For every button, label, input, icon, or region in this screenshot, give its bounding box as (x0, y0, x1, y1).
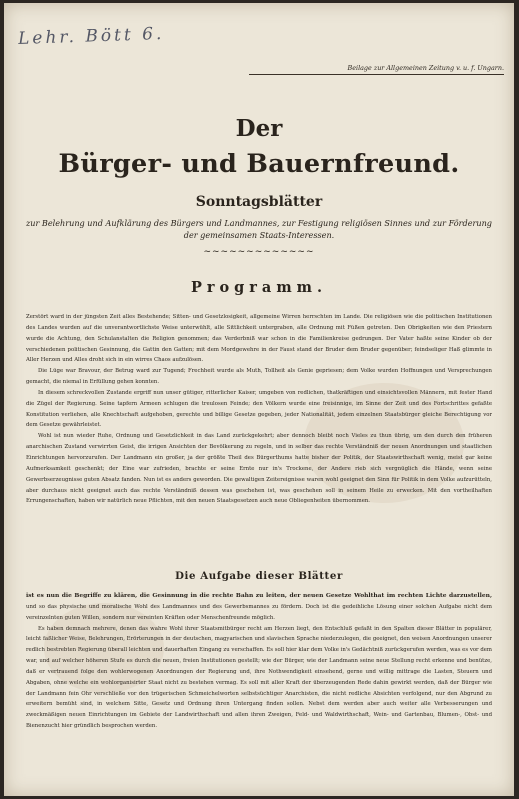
programm-body (26, 312, 492, 554)
supplement-line: Beilage zur Allgemeinen Zeitung v. u. f. Ungarn. (249, 64, 504, 75)
paragraph: Zerstört ward in der jüngsten Zeit alles Bestehende; Sitten- und Gesetzlosigkeit, allgemeine Wirren herrschten im Lande. Die religiösen wie die politischen Institutionen des Landes wurden auf die unverantwortlichste Weise unterwühlt, alle Sittlichkeit untergraben, alle Ordnung mit Füßen getreten. Den Obrigkeiten wie den Priestern wurde die Achtung, den Schulanstalten die Religion genommen; das Verderbniß war schon in die Familienkreise gedrungen. Der Vater haßte seine Kinder ob der verschiedenen politischen Gesinnung, die Gattin den Gatten; mit dem Mordgewehre in der Faust stand der Bruder dem Bruder gegenüber; feindseliger Haß glimmte in Aller Herzen und Alles droht sich in ein wirres Chaos aufzulösen. (26, 314, 492, 364)
aufgabe-lead: ist es nun die Begriffe zu klären, die Gesinnung in die rechte Bahn zu leiten, der neuen Gesetze Wohlthat im rechten Lichte darzustellen, (26, 592, 492, 599)
paragraph: Es haben demnach mehrere, denen das wahre Wohl ihrer Staatsmitbürger recht am Herzen liegt, den Entschluß gefaßt in den Spalten dieser Blätter in populärer, leicht faßlicher Weise, Belehrungen, Erörterungen in der deutschen, magyarischen und slavischen Sprache niederzulegen, die geeignet, den weisen Anordnungen unserer redlich bestrebten Regierung überall leichten und dauerhaften Eingang zu verschaffen. Es soll hier klar dem Volke in's Gedächtniß zurückgerufen werden, was es vor dem war, und auf welcher höheren Stufe es durch die neuen, freien Institutionen gestellt; wie der Bürger, wie der Landmann seine neue Stellung recht erkenne und benütze, daß er vertrauend folge den wohlerwogenen Anordnungen der Regierung und, ihre Nothwendigkeit einsehend, gerne und willig mittrage die Lasten, Steuern und Abgaben, ohne welche ein wohlorganisirter Staat nicht zu bestehen vermag. Es soll mit aller Kraft der überzeugenden Rede dahin gewirkt werden, daß der Bürger wie der Landmann fein Ohr verschließe vor den trügerischen Schmeichelworten selbstsüchtiger Anarchisten, die nicht redliche Absichten verfolgend, nur den Abgrund zu erweitern bemüht sind, in welchem Sitte, Gesetz und Ordnung ihren Untergang finden sollen. Nebst dem werden aber auch weiter alle Verbesserungen und zweckmäßigen neuen Einrichtungen im Gebiete der Landwirthschaft und allen ihren Zweigen, Feld- und Waldwirthschaft, Wein- und Gartenbau, Blumen-, Obst- und Bienenzucht hier gründlich besprochen werden. (26, 625, 492, 730)
title-article: Der (235, 115, 283, 142)
handwritten-note: Lehr. Bött 6. (17, 23, 165, 50)
section-heading-programm: Programm. (190, 279, 328, 296)
section-heading-aufgabe: Die Aufgabe dieser Blätter (175, 570, 343, 582)
paragraph: und so das physische und moralische Wohl des Landmannes und des Gewerbsmannes zu fördern. Doch ist die gedeihliche Lösung einer solchen Aufgabe nicht dem vereinzelnten guten Willen, sondern nur vereinten Kräften oder Menschenfreunde möglich. (26, 603, 492, 621)
paragraph: Wohl ist nun wieder Ruhe, Ordnung und Gesetzlichkeit in das Land zurückgekehrt; aber dennoch bleibt noch Vieles zu thun übrig, um den durch den früheren anarchischen Zustand verwirrten Geist, die irrigen Ansichten der Bevölkerung zu regeln, und in selber das rechte Verständniß der neuen Anordnungen und staatlichen Einrichtungen hervorzurufen. Der Landmann ein großer, ja der größte Theil des Bürgerthums hatte bisher der Politik, der Staatswirthschaft wenig, meist gar keine Aufmerksamkeit geschenkt; der Eine war zufrieden, brachte er seine Ernte nur in's Trockene, der Andere rieb sich vergnüglich die Hände, wenn seine Gewerbserzeugnisse guten Absatz fanden. Nun ist es anders geworden. Die gewaltigen Zeitereignisse waren wohl geeignet den Sinn für Politik in dem Volke aufzurütteln, aber durchaus nicht geeignet auch das rechte Verständniß dessen was geschehen ist, was geschehen soll in seinem Heile zu erwecken. Mit den vortheilhaften Errungenschaften, haben wir natürlich neue Pflichten, mit den neuen Staatsgesetzen auch neue Obliegenheiten übernommen. (26, 433, 492, 505)
paragraph: In diesem schreckvollen Zustande ergriff nun unser gütiger, ritterlicher Kaiser, umgeben von redlichen, thatkräftigen und einsichtsvollen Männern, mit fester Hand die Zügel der Regierung. Seine tapfern Armeen schlugen die treulosen Feinde; den Völkern wurde eine freisinnige, im Sinne der Zeit und des Fortschrittes gefaßte Konstitution verliehen, alle Knechtschaft aufgehoben, gerechte und billige Gesetze gegeben, jeder Nationalität, jedem einzelnen Staatsbürger gleiche Berechtigung vor dem Gesetze gewährleistet. (26, 389, 492, 429)
page-title: Bürger- und Bauernfreund. (58, 149, 460, 179)
subtitle: zur Belehrung und Aufklärung des Bürgers und Landmannes, zur Festigung religiösen Sinnes und zur Förderung der gemeinsamen Staats-Interessen. (26, 218, 492, 240)
paragraph: Die Lüge war Bravour, der Betrug ward zur Tugend; Frechheit wurde als Muth, Tollheit als Genie gepriesen; dem Volke wurden Hoffnungen und Versprechungen gemacht, die niemal in Erfüllung gehen konnten. (26, 368, 492, 386)
aufgabe-body (26, 591, 492, 786)
ornament-divider: ~~~~~~~~~~~~~ (203, 247, 315, 257)
subtitle-heading: Sonntagsblätter (195, 194, 323, 210)
newspaper-sheet (4, 3, 514, 796)
